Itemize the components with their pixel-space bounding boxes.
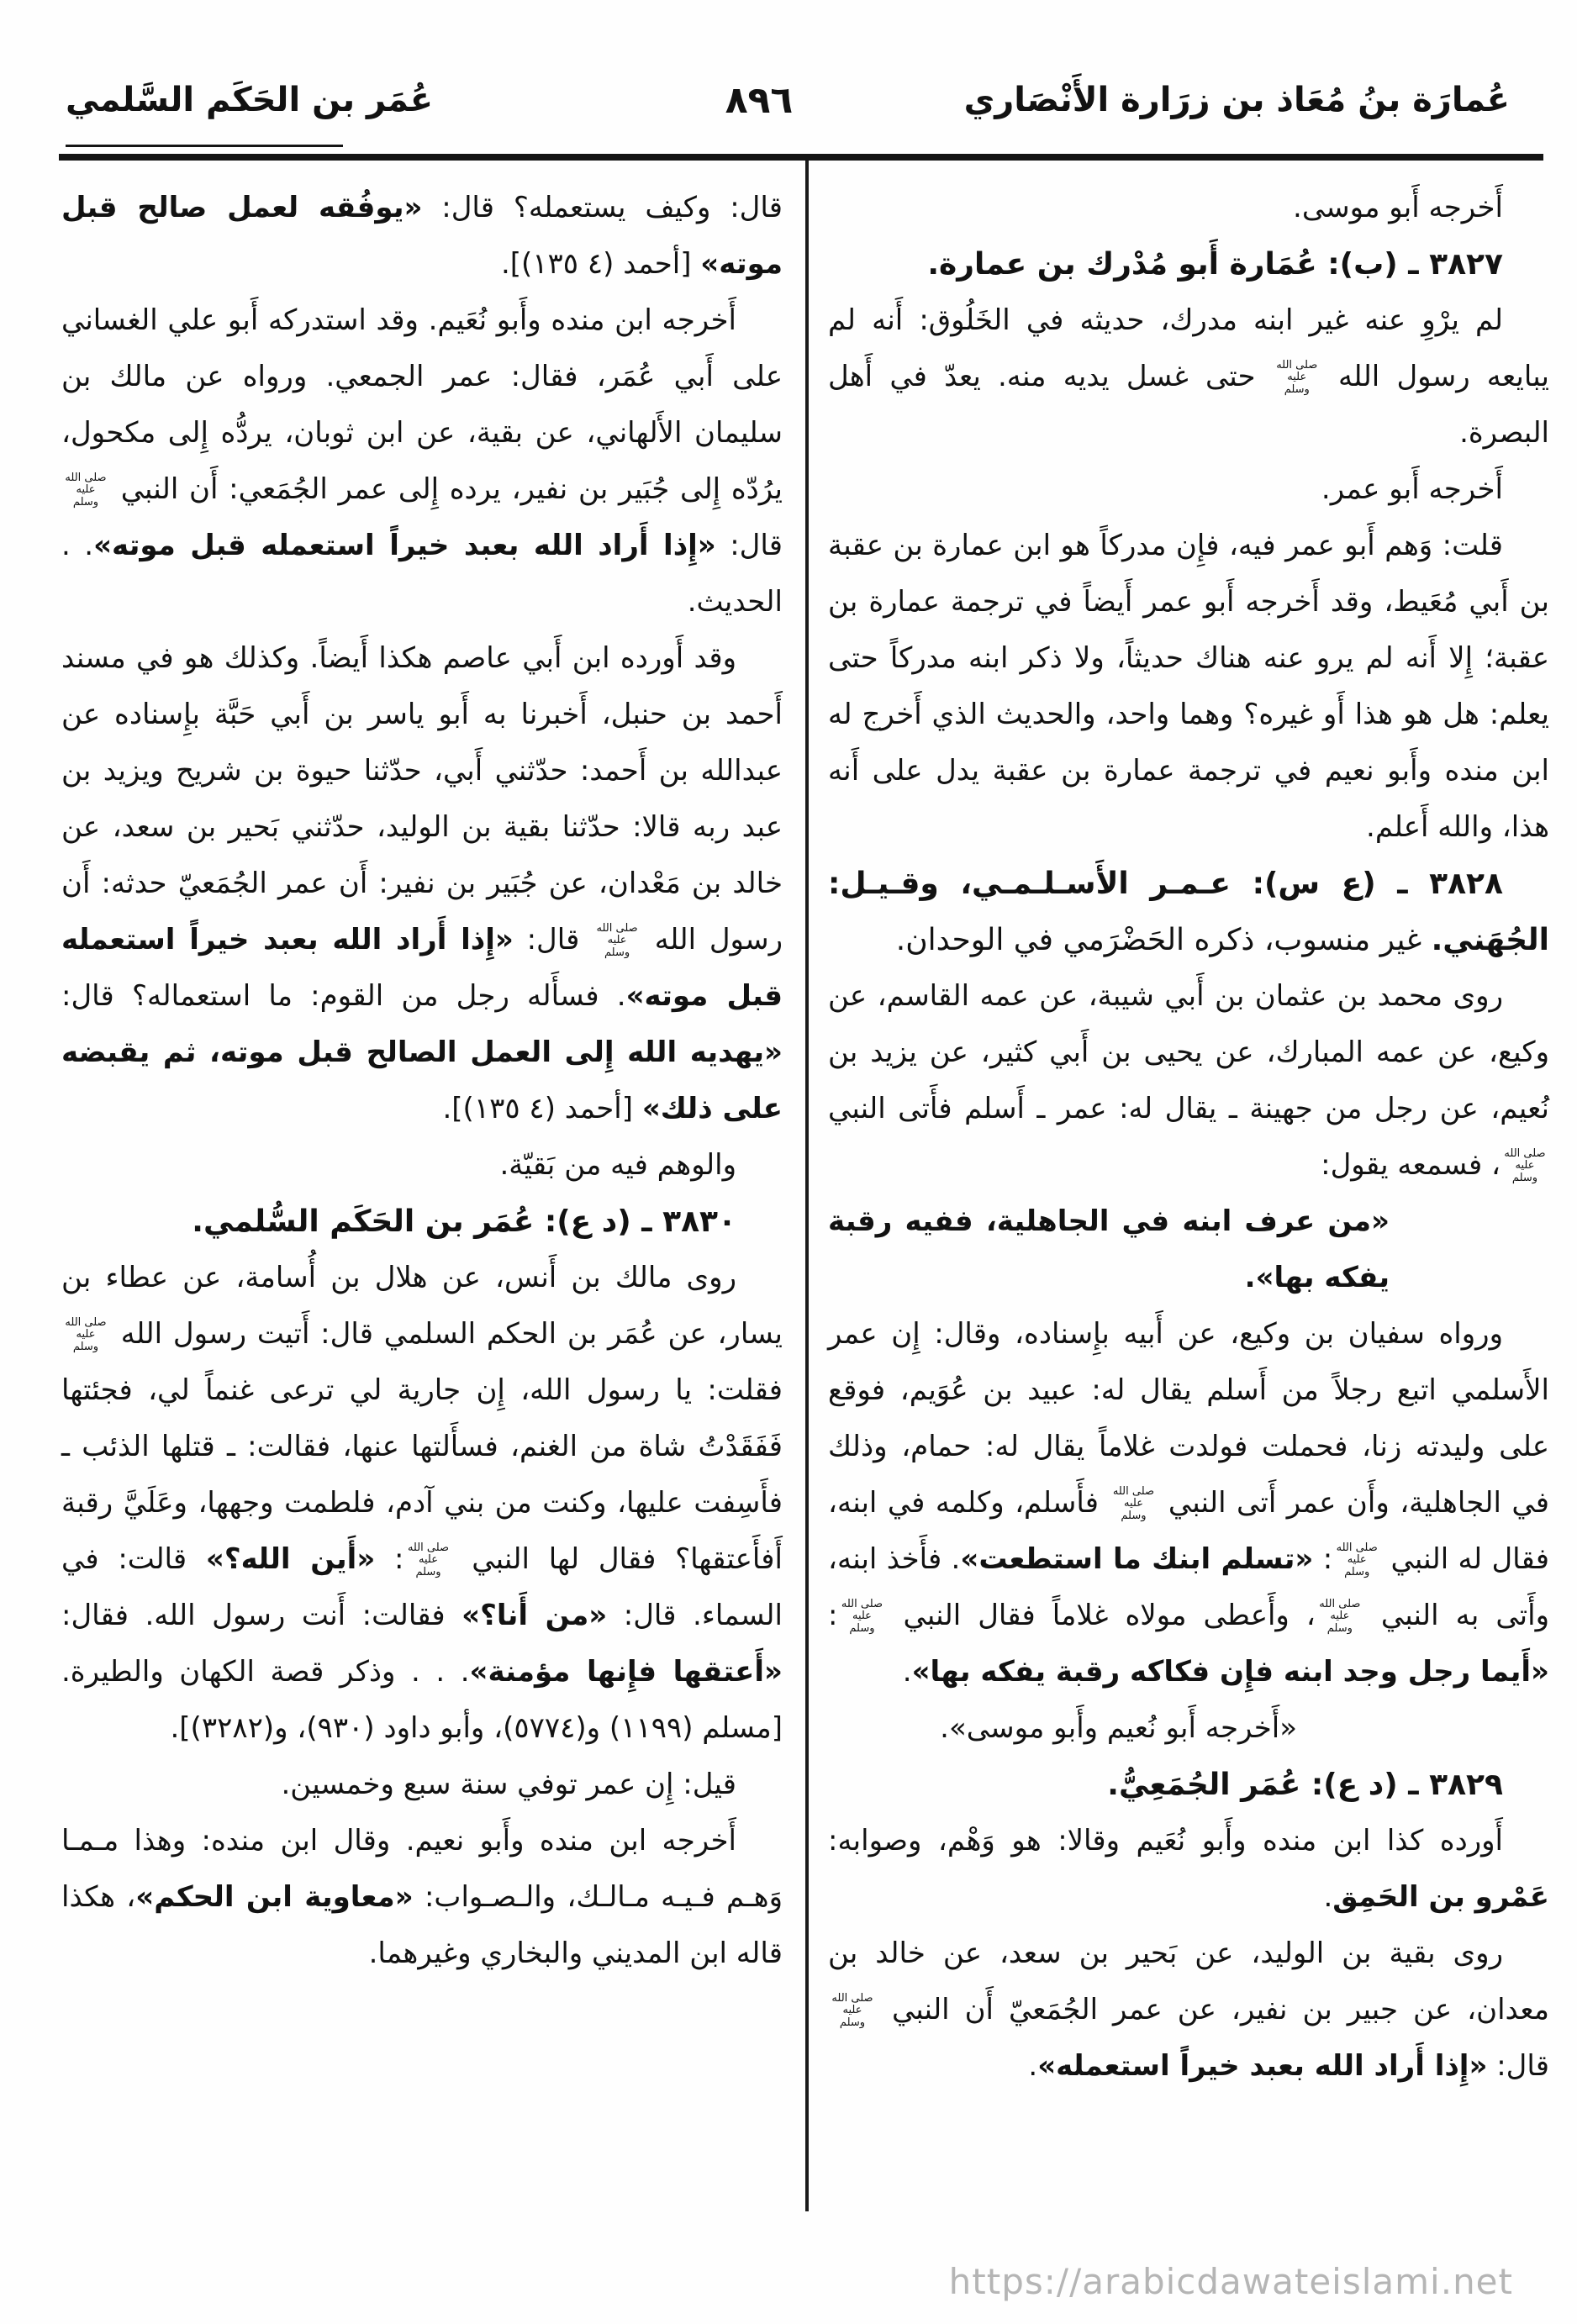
paragraph <box>828 1926 1549 2095</box>
text-run: قلت: وَهم أَبو عمر فيه، فإِن مدركاً هو ابن عمارة بن عقبة بن أَبي مُعَيط، وقد أَخرجه أَبو عمر أَيضاً في ترجمة عمارة بن عقبة؛ إِلا أَنه لم يرو عنه هناك حديثاً، ولا ذكر ابنه مدركاً حتى يعلم: هل هو هذا أَو غيره؟ وهما واحد، والحديث الذي أَخرج له ابن منده وأَبو نعيم في ترجمة عمارة بن عقبة يدل على أَنه هذا، والله أَعلم. <box>828 529 1549 844</box>
text-run: ، فسمعه يقول: <box>1321 1148 1501 1182</box>
text-run: والوهم فيه من بَقيّة. <box>499 1148 736 1182</box>
text-run: أَورده كذا ابن منده وأَبو نُعَيم وقالا: هو وَهْم، وصوابه: <box>828 1824 1503 1858</box>
header-right-title: عُمارَة بنُ مُعَاذ بن زرَارة الأَنْصَاري <box>963 81 1510 119</box>
text-run: فأَسلم، وكلمه في ابنه، فقال له النبي <box>828 1486 1549 1576</box>
saw-symbol: صلى الله عليه وسلم <box>65 471 107 509</box>
bold-text-run: «إِذا أَراد الله بعبد خيراً استعمله» <box>1037 2049 1488 2083</box>
text-run: وقد أَورده ابن أَبي عاصم هكذا أَيضاً. وكذلك هو في مسند أَحمد بن حنبل، أَخبرنا به أَبو ياسر بن أَبي حَبَّة بإِسناده عن عبدالله بن أَحمد: حدّثني أَبي، حدّثنا حيوة بن شريح ويزيد بن عبد ربه قالا: حدّثنا بقية بن الوليد، حدّثني بَحير بن سعد، عن خالد بن مَعْدان، عن جُبَير بن نفير: أَن عمر الجُمَعيّ حدثه: أَن رسول الله <box>61 641 783 956</box>
entry-heading-3827 <box>828 236 1549 292</box>
paragraph <box>828 1813 1549 1926</box>
paragraph <box>61 1813 783 1982</box>
text-run: قال: <box>513 923 593 956</box>
entry-heading-3828 <box>828 856 1549 968</box>
saw-symbol: صلى الله عليه وسلم <box>1336 1541 1378 1578</box>
bold-text-run: «تسلم ابنك ما استطعت» <box>960 1542 1314 1576</box>
watermark-url: https://arabicdawateislami.net <box>948 2261 1513 2302</box>
header-left-title: عُمَر بن الحَكَم السَّلمي <box>66 81 434 119</box>
bold-text-run: ٣٨٢٧ ـ (ب): عُمَارة أَبو مُدْرك بن عمارة. <box>927 247 1503 282</box>
bold-text-run: «أَين الله؟» <box>205 1542 376 1576</box>
saw-symbol: صلى الله عليه وسلم <box>1112 1484 1155 1522</box>
text-run: قال: <box>715 529 783 562</box>
bold-text-run: «من أَنا؟» <box>461 1599 608 1632</box>
text-run: : <box>375 1542 404 1576</box>
page-number: ٨٩٦ <box>725 79 794 122</box>
bold-text-run: ٣٨٣٠ ـ (د ع): عُمَر بن الحَكَم السُّلمي. <box>192 1204 736 1239</box>
text-run: ، هكذا قاله ابن المديني والبخاري وغيرهما. <box>61 1880 783 1970</box>
text-run: : <box>828 1599 838 1632</box>
text-run: فقلت: يا رسول الله، إِن جارية لي ترعى غنماً لي، فجئتها فَفَقَدْتُ شاة من الغنم، فسأَلتها عنها، فقالت: ـ قتلها الذئب ـ فأَسِفت عليها، وكنت من بني آدم، فلطمت وجهها، وعَلَيَّ رقبة أَفأَعتقها؟ فقال لها النبي <box>61 1373 783 1576</box>
hadith-quote <box>828 1194 1549 1306</box>
saw-symbol: صلى الله عليه وسلم <box>1319 1597 1361 1635</box>
text-run: . . . وذكر قصة الكهان والطيرة. [مسلم (١١٩٩) و(٥٧٧٤)، وأبو داود (٩٣٠)، و(٣٢٨٢)]. <box>61 1655 783 1745</box>
paragraph <box>828 461 1549 518</box>
bold-text-run: «من عرف ابنه في الجاهلية، ففيه رقبة يفكه بها». <box>828 1204 1390 1294</box>
paragraph <box>828 292 1549 461</box>
text-run: قالت: في السماء. قال: <box>61 1542 783 1632</box>
text-run: . . الحديث. <box>61 529 783 619</box>
text-run: . فسأَله رجل من القوم: ما استعماله؟ قال: <box>61 979 626 1013</box>
paragraph <box>828 180 1549 236</box>
bold-text-run: «إِذا أَراد الله بعبد خيراً استعمله قبل موته» <box>93 529 716 562</box>
entry-heading-3829 <box>828 1757 1549 1813</box>
bold-text-run: ٣٨٢٨ ـ (ع س): عـمـر الأَسـلـمـي، وقـيـل: الجُهَني. <box>828 867 1549 957</box>
bold-text-run: «يوفُقه لعمل صالح قبل موته» <box>61 191 783 281</box>
text-run: حتى غسل يديه منه. يعدّ في أَهل البصرة. <box>828 360 1549 450</box>
text-run: قيل: إِن عمر توفي سنة سبع وخمسين. <box>281 1768 736 1801</box>
bold-text-run: ٣٨٢٩ ـ (د ع): عُمَر الجُمَعِيُّ. <box>1107 1768 1503 1802</box>
text-run: قال: <box>1487 2049 1549 2083</box>
paragraph <box>828 968 1549 1194</box>
text-run: أَخرجه أَبو موسى. <box>1293 191 1503 224</box>
bold-text-run: «أَيما رجل وجد ابنه فإِن فكاكه رقبة يفكه بها» <box>911 1655 1549 1689</box>
saw-symbol: صلى الله عليه وسلم <box>1504 1146 1546 1184</box>
text-run: . <box>1323 1880 1333 1914</box>
text-run: غير منسوب، ذكره الحَضْرَمي في الوحدان. <box>895 923 1432 957</box>
saw-symbol: صلى الله عليه وسلم <box>831 1991 873 2029</box>
saw-symbol: صلى الله عليه وسلم <box>596 921 638 959</box>
paragraph <box>61 1137 783 1194</box>
saw-symbol: صلى الله عليه وسلم <box>841 1597 883 1635</box>
text-run: روى مالك بن أَنس، عن هلال بن أُسامة، عن عطاء بن يسار، عن عُمَر بن الحكم السلمي قال: أَتيت رسول الله <box>61 1261 783 1351</box>
entry-heading-3830 <box>61 1194 783 1250</box>
text-run: [أحمد (٤ ١٣٥)]. <box>442 1092 642 1125</box>
text-run: [أحمد (٤ ١٣٥)]. <box>500 247 701 281</box>
paragraph <box>828 518 1549 856</box>
paragraph <box>61 180 783 292</box>
text-run: فقالت: أَنت رسول الله. فقال: <box>61 1599 462 1632</box>
bold-text-run: عَمْرو بن الحَمِق <box>1332 1880 1549 1914</box>
paragraph <box>828 1306 1549 1700</box>
text-run: روى بقية بن الوليد، عن بَحير بن سعد، عن خالد بن معدان، عن جبير بن نفير، عن عمر الجُمَعيّ أَن النبي <box>828 1937 1549 2026</box>
column-left <box>61 180 783 1982</box>
bold-text-run: «معاوية ابن الحكم» <box>135 1880 414 1914</box>
text-run: «أَخرجه أَبو نُعيم وأَبو موسى». <box>940 1711 1297 1745</box>
bold-text-run: «أَعتقها فإِنها مؤمنة» <box>469 1655 783 1689</box>
paragraph <box>61 292 783 630</box>
bold-text-run: «يهديه الله إِلى العمل الصالح قبل موته، ثم يقبضه على ذلك» <box>61 1036 783 1125</box>
text-run: أَخرجه أَبو عمر. <box>1321 472 1503 506</box>
text-run: روى محمد بن عثمان بن أَبي شيبة، عن عمه القاسم، عن وكيع، عن عمه المبارك، عن يحيى بن أَبي كثير، عن يزيد بن نُعيم، عن رجل من جهينة ـ يقال له: عمر ـ أَسلم فأَتى النبي <box>828 979 1549 1125</box>
text-run: قال: وكيف يستعمله؟ قال: <box>422 191 783 224</box>
text-run: لم يرْوِ عنه غير ابنه مدرك، حديثه في الخَلُوق: أَنه لم يبايعه رسول الله <box>828 303 1549 393</box>
text-run: . <box>902 1655 912 1689</box>
saw-symbol: صلى الله عليه وسلم <box>1276 358 1318 396</box>
header-rule <box>59 154 1543 161</box>
text-run: . فأَخذ ابنه، وأَتى به النبي <box>828 1542 1549 1632</box>
column-right <box>828 180 1549 2095</box>
text-run: ورواه سفيان بن وكيع، عن أَبيه بإِسناده، وقال: إِن عمر الأَسلمي اتبع رجلاً من أَسلم يقال له: عبيد بن عُوَيم، فوقع على وليدته زنا، فحملت فولدت غلاماً يقال له: حمام، وذلك في الجاهلية، وأَن عمر أَتى النبي <box>828 1317 1549 1520</box>
text-run: . <box>1028 2049 1038 2083</box>
bold-text-run: «إِذا أَراد الله بعبد خيراً استعمله قبل موته» <box>61 923 783 1013</box>
text-run: أَخرجه ابن منده وأَبو نُعَيم. وقد استدركه أَبو علي الغساني على أَبي عُمَر، فقال: عمر الجمعي. ورواه عن مالك بن سليمان الأَلهاني، عن بقية، عن ابن ثوبان، يردُّه إِلى مكحول، يرُدّه إِلى جُبَير بن نفير، يرده إِلى عمر الجُمَعي: أَن النبي <box>61 303 783 506</box>
saw-symbol: صلى الله عليه وسلم <box>407 1541 450 1578</box>
left-title-underline <box>66 145 343 147</box>
closer-line <box>828 1700 1549 1757</box>
paragraph <box>61 630 783 1137</box>
saw-symbol: صلى الله عليه وسلم <box>65 1315 107 1353</box>
paragraph <box>61 1757 783 1813</box>
column-divider <box>805 161 809 2211</box>
text-run: ، وأَعطى مولاه غلاماً فقال النبي <box>886 1599 1316 1632</box>
paragraph <box>61 1250 783 1757</box>
text-run: : <box>1313 1542 1333 1576</box>
text-run: أَخرجه ابن منده وأَبو نعيم. وقال ابن منده: وهذا مـمـا وَهـم فـيـه مـالـك، والـصـواب: <box>61 1824 783 1914</box>
